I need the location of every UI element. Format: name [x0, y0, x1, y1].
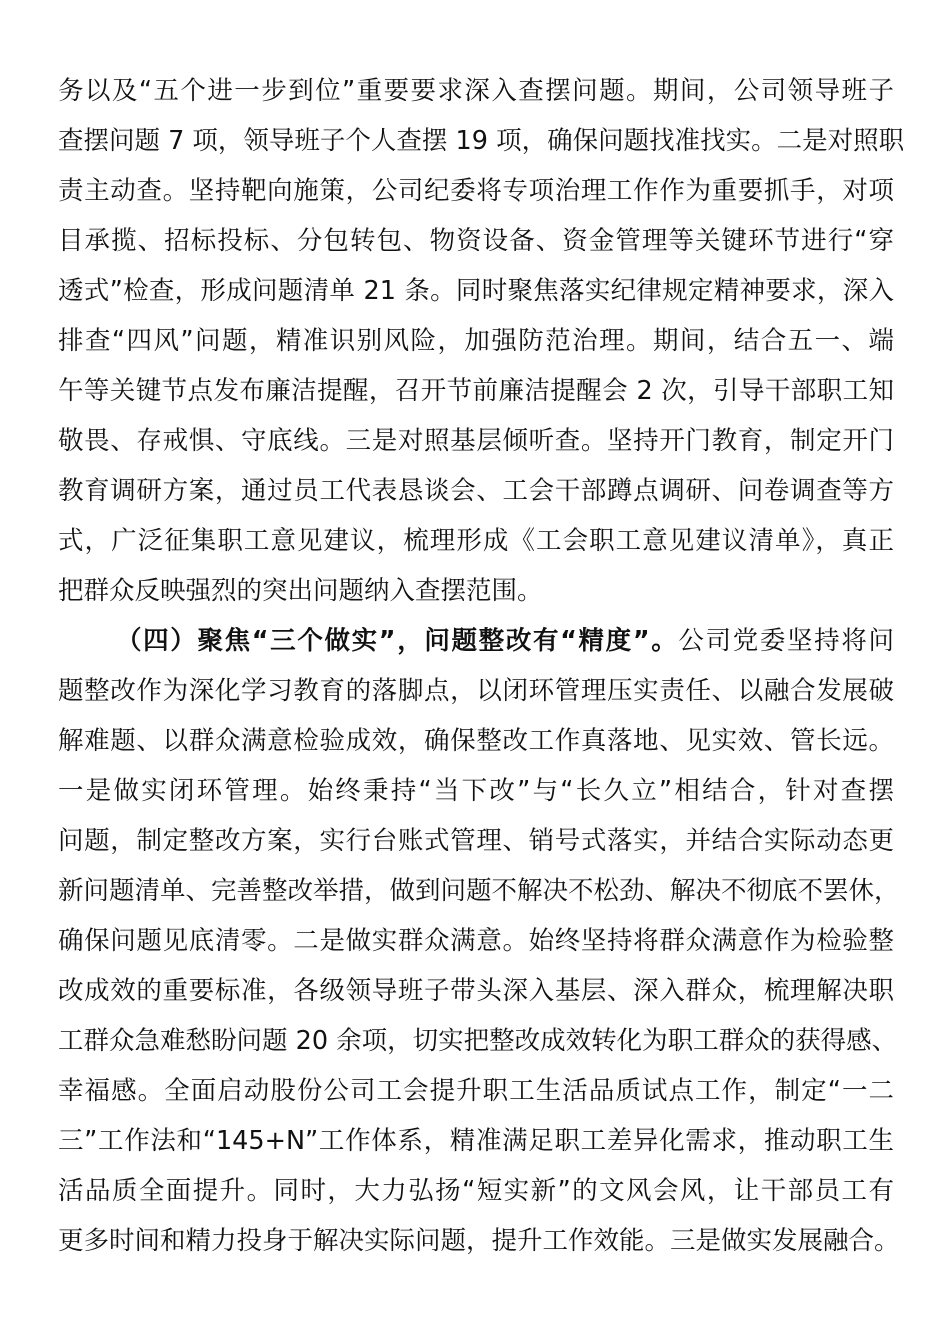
text-line: 确保问题见底清零。二是做实群众满意。始终坚持将群众满意作为检验整 [58, 926, 894, 956]
text-line: 式，广泛征集职工意见建议，梳理形成《工会职工意见建议清单》，真正 [58, 526, 894, 556]
text-line: 幸福感。全面启动股份公司工会提升职工生活品质试点工作，制定“一二 [58, 1076, 894, 1106]
heading-line-text: 公司党委坚持将问 [678, 626, 894, 656]
text-line: 三”工作法和“145+N”工作体系，精准满足职工差异化需求，推动职工生 [58, 1126, 894, 1156]
text-line: 目承揽、招标投标、分包转包、物资设备、资金管理等关键环节进行“穿 [58, 226, 894, 256]
text-line: 教育调研方案，通过员工代表恳谈会、工会干部蹲点调研、问卷调查等方 [58, 476, 894, 506]
paragraph-2 [58, 616, 900, 1266]
text-line: 敬畏、存戒惧、守底线。三是对照基层倾听查。坚持开门教育，制定开门 [58, 426, 894, 456]
text-line: 一是做实闭环管理。始终秉持“当下改”与“长久立”相结合，针对查摆 [58, 776, 894, 806]
text-line: 午等关键节点发布廉洁提醒，召开节前廉洁提醒会 2 次，引导干部职工知 [58, 376, 894, 406]
text-line: 更多时间和精力投身于解决实际问题，提升工作效能。三是做实发展融合。 [58, 1226, 900, 1256]
text-line: 透式”检查，形成问题清单 21 条。同时聚焦落实纪律规定精神要求，深入 [58, 276, 894, 306]
text-line: 解难题、以群众满意检验成效，确保整改工作真落地、见实效、管长远。 [58, 726, 894, 756]
text-line: 工群众急难愁盼问题 20 余项，切实把整改成效转化为职工群众的获得感、 [58, 1026, 898, 1056]
text-line: 新问题清单、完善整改举措，做到问题不解决不松劲、解决不彻底不罢休， [58, 876, 900, 906]
text-line: 题整改作为深化学习教育的落脚点，以闭环管理压实责任、以融合发展破 [58, 676, 894, 706]
text-line: 责主动查。坚持靶向施策，公司纪委将专项治理工作作为重要抓手，对项 [58, 176, 894, 206]
section-heading-line [58, 616, 894, 666]
text-line: 问题，制定整改方案，实行台账式管理、销号式落实，并结合实际动态更 [58, 826, 894, 856]
document-page [58, 66, 905, 1266]
text-line: 务以及“五个进一步到位”重要要求深入查摆问题。期间，公司领导班子 [58, 76, 894, 106]
section-heading: （四）聚焦“三个做实”，问题整改有“精度”。 [116, 626, 679, 656]
text-line: 把群众反映强烈的突出问题纳入查摆范围。 [58, 576, 543, 606]
text-line: 排查“四风”问题，精准识别风险，加强防范治理。期间，结合五一、端 [58, 326, 894, 356]
text-line: 查摆问题 7 项，领导班子个人查摆 19 项，确保问题找准找实。二是对照职 [58, 126, 905, 156]
text-line: 改成效的重要标准，各级领导班子带头深入基层、深入群众，梳理解决职 [58, 976, 894, 1006]
text-line: 活品质全面提升。同时，大力弘扬“短实新”的文风会风，让干部员工有 [58, 1176, 894, 1206]
paragraph-1 [58, 66, 905, 616]
